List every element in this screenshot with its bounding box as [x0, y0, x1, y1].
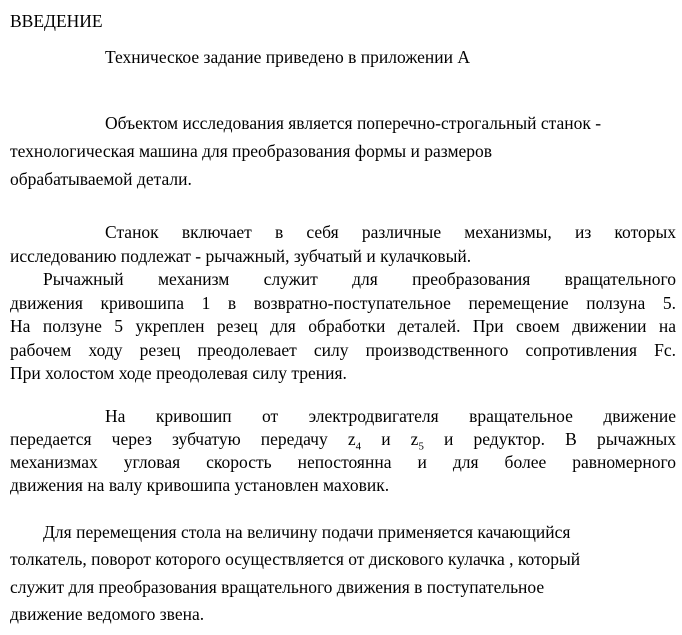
- text-segment: и z: [361, 428, 419, 449]
- gear-z5-subscript: 5: [418, 440, 424, 453]
- text-line: На кривошип от электродвигателя вращательное движение: [105, 405, 676, 426]
- text-line: Техническое задание приведено в приложении А: [105, 47, 470, 67]
- text-line: движения на валу кривошипа установлен маховик.: [10, 475, 390, 496]
- text-line: На ползуне 5 укреплен резец для обработки деталей. При своем движении на: [10, 316, 676, 336]
- text-line: механизмах угловая скорость непостоянна и для более равномерного: [10, 452, 676, 473]
- paragraph-machine-mechanisms: [10, 221, 676, 268]
- text-line: движения кривошипа 1 в возвратно-поступательное перемещение ползуна 5.: [10, 292, 676, 313]
- text-line: обрабатываемой детали.: [10, 169, 192, 189]
- text-line: Объектом исследования является поперечно-строгальный станок -: [105, 113, 602, 133]
- text-line: При холостом ходе преодолевая силу трения.: [10, 363, 347, 383]
- section-heading: ВВЕДЕНИЕ: [10, 11, 103, 31]
- paragraph-intro: [10, 46, 676, 68]
- text-segment: и редуктор. В рычажных: [423, 428, 676, 449]
- text-line: рабочем ходу резец преодолевает силу производственного сопротивления Fc.: [10, 339, 676, 360]
- text-line: технологическая машина для преобразования формы и размеров: [10, 141, 493, 161]
- gear-z4-subscript: 4: [355, 440, 362, 453]
- text-line: [10, 428, 676, 451]
- text-line: исследованию подлежат - рычажный, зубчатый и кулачковый.: [10, 245, 472, 266]
- text-line: Станок включает в себя различные механизмы, из которых: [105, 222, 676, 242]
- text-line: движение ведомого звена.: [10, 604, 205, 625]
- text-line: служит для преобразования вращательного движения в поступательное: [10, 576, 545, 597]
- text-line: Рычажный механизм служит для преобразования вращательного: [43, 269, 676, 289]
- paragraph-crank-drive: [10, 405, 676, 498]
- paragraph-cam-feed: [10, 519, 676, 629]
- paragraph-lever-mechanism: [10, 268, 676, 386]
- text-segment: передается через зубчатую передачу z: [10, 428, 356, 449]
- text-line: Для перемещения стола на величину подачи применяется качающийся: [43, 521, 571, 542]
- text-line: толкатель, поворот которого осуществляется от дискового кулачка , который: [10, 549, 581, 570]
- paragraph-object-of-study: [10, 109, 676, 193]
